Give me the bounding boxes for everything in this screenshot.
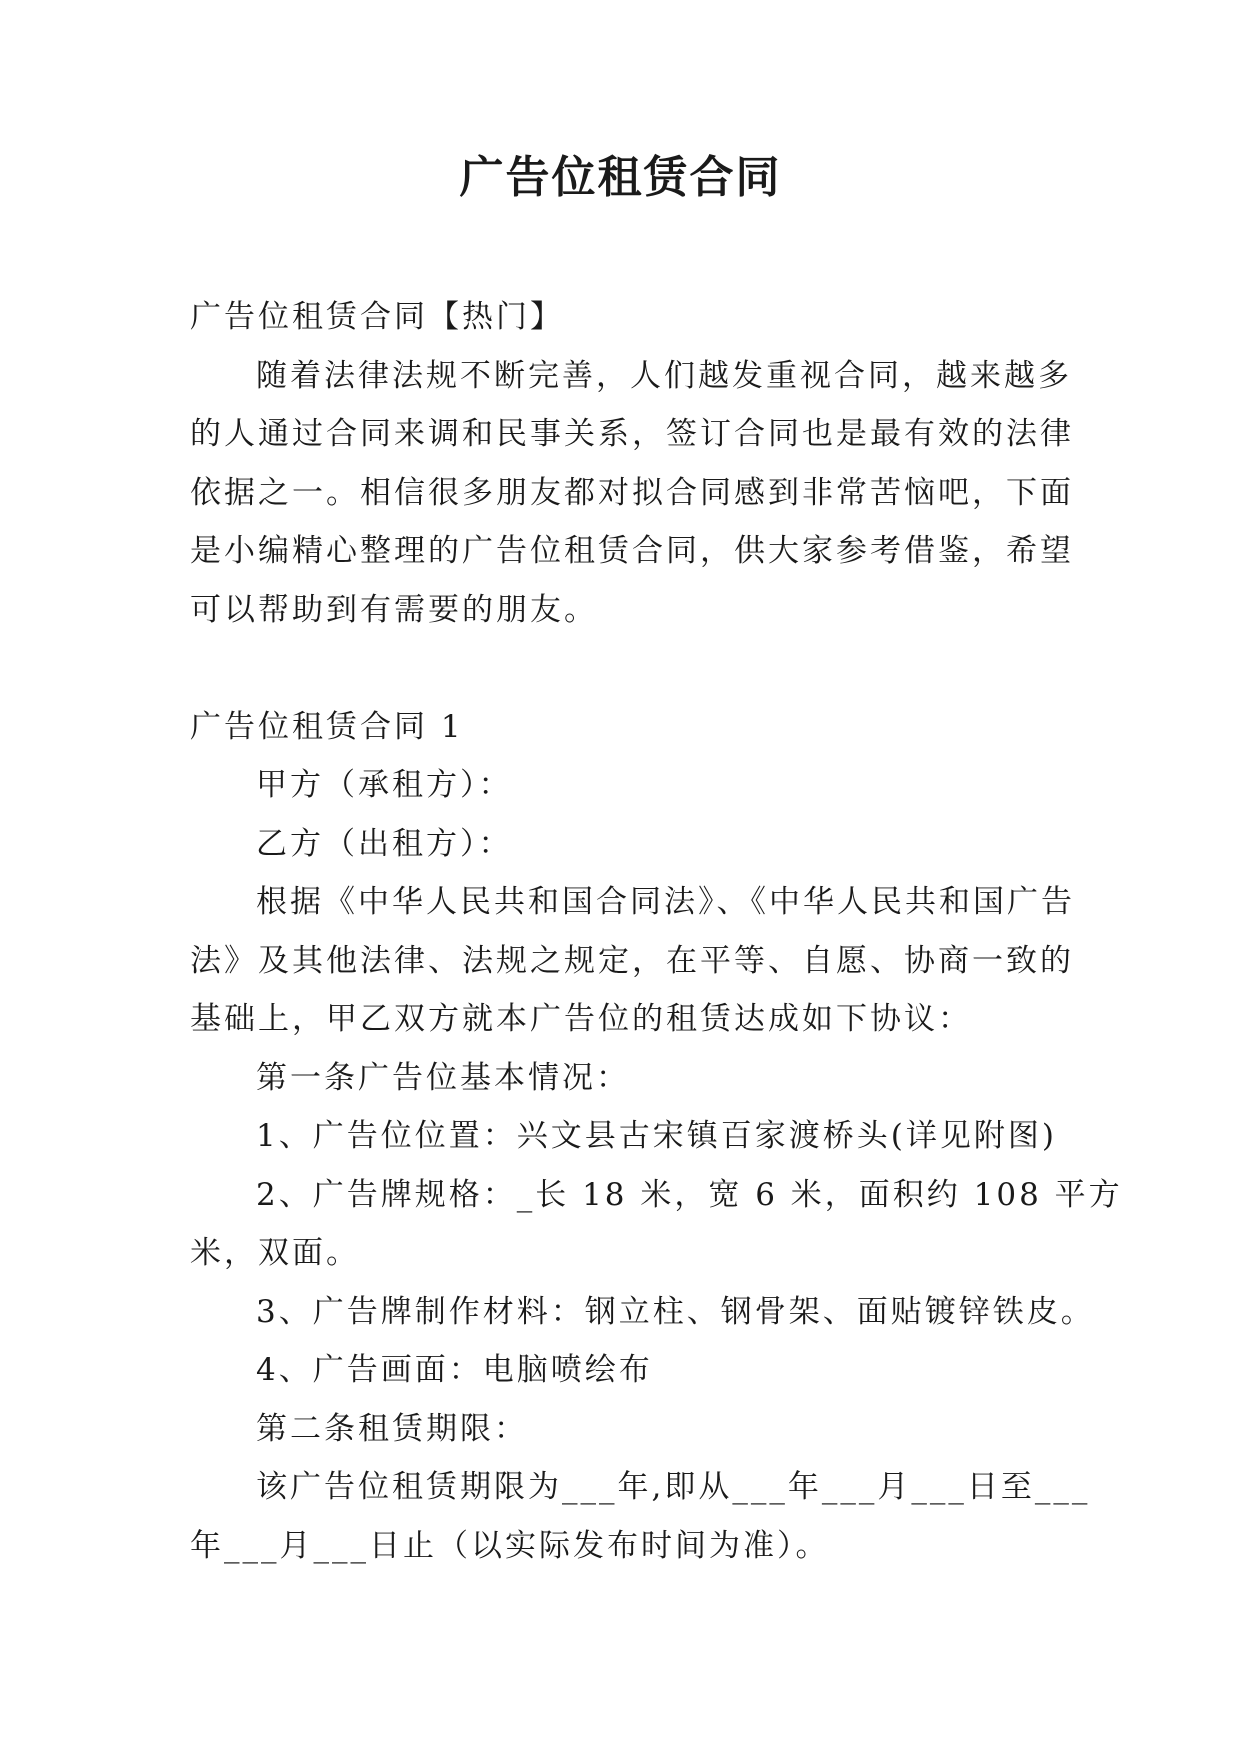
basis-paragraph-line: 基础上，甲乙双方就本广告位的租赁达成如下协议：: [190, 1001, 972, 1037]
basis-paragraph-line: 根据《中华人民共和国合同法》、《中华人民共和国广告: [256, 884, 1075, 920]
section-spacer: [190, 639, 1050, 698]
document-body: [190, 288, 1123, 1575]
intro-paragraph-line: 可以帮助到有需要的朋友。: [190, 591, 598, 628]
intro-paragraph-line: 是小编精心整理的广告位租赁合同，供大家参考借鉴，希望: [190, 533, 1074, 569]
article-1-item-4: 4、广告画面：电脑喷绘布: [256, 1352, 653, 1388]
article-2-paragraph-line: 该广告位租赁期限为___年,即从___年___月___日至___: [256, 1469, 1091, 1505]
article-2-paragraph-line: 年___月___日止（以实际发布时间为准）。: [190, 1527, 830, 1564]
article-1-title: 第一条广告位基本情况：: [256, 1059, 630, 1096]
article-1-item-1: 1、广告位位置：兴文县古宋镇百家渡桥头(详见附图): [256, 1118, 1057, 1154]
intro-paragraph-line: 随着法律法规不断完善，人们越发重视合同，越来越多: [256, 357, 1072, 394]
party-b-line: 乙方（出租方）：: [256, 825, 513, 862]
article-1-item-3: 3、广告牌制作材料：钢立柱、钢骨架、面贴镀锌铁皮。: [256, 1293, 1095, 1330]
contract-heading: 广告位租赁合同 1: [190, 708, 464, 745]
article-2-title: 第二条租赁期限：: [256, 1410, 528, 1447]
intro-paragraph-line: 的人通过合同来调和民事关系，签订合同也是最有效的法律: [190, 416, 1074, 452]
intro-heading: 广告位租赁合同【热门】: [190, 299, 564, 335]
intro-paragraph-line: 依据之一。相信很多朋友都对拟合同感到非常苦恼吧，下面: [190, 474, 1074, 511]
document-title: 广告位租赁合同: [459, 152, 782, 203]
article-1-item-2: 2、广告牌规格：_长 18 米，宽 6 米，面积约 108 平方: [256, 1176, 1123, 1213]
party-a-line: 甲方（承租方）：: [256, 767, 513, 803]
article-1-item-2-continued: 米，双面。: [190, 1235, 360, 1271]
basis-paragraph-line: 法》及其他法律、法规之规定，在平等、自愿、协商一致的: [190, 942, 1074, 979]
